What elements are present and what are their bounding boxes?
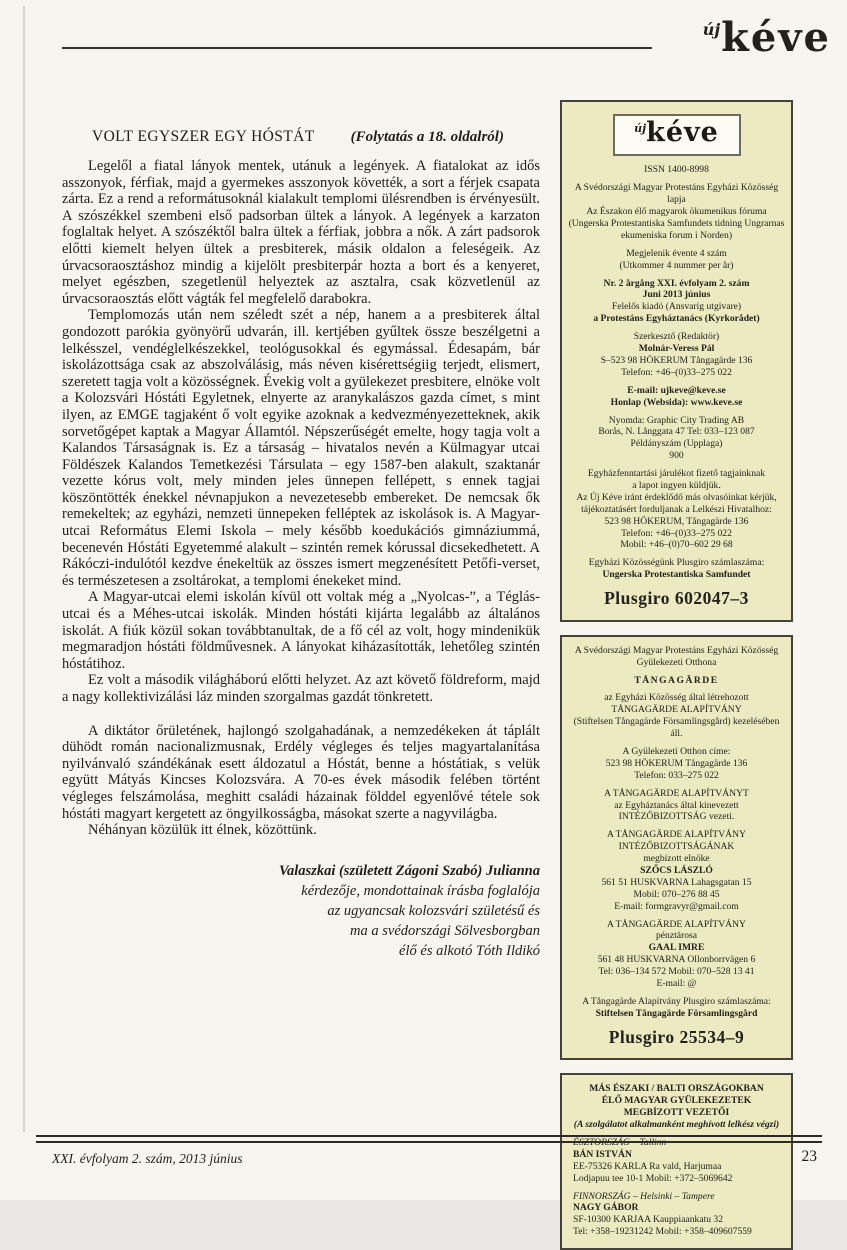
article-paragraph: Legelől a fiatal lányok mentek, utánuk a legények. A fiatalokat az idős asszonyok, férfiak, majd a gyermekes asszonyok követték, a sort a férjek csapata zárta. Ez a rend a reformátusoknál kialakult templomi ülésrendben is érvényesült. A szószékkel szembeni első padsorban ültek a lányok. A legények a karzaton foglaltak helyet. A szószéktől balra ültek a férfiak, jobbra a nők. A zárt padsorok előtti kiemelt helyen ültek a presbiterek, másik oldalon a feleségeik. Az úrvacsoraosztáshoz mindig a kijelölt presbiterpár hozta a bort és a kenyeret, melyet egészben, szegetlenül helyeztek az asztalra, csak közvetlenül az úrvacsoraosztás előtt vágták fel megfelelő darabokra. xyxy=(62,158,540,307)
info-line: SF-10300 KARJAA Kauppiaankatu 32 xyxy=(573,1214,724,1226)
info-line: pénztárosa xyxy=(655,930,698,942)
article-paragraph: A Magyar-utcai elemi iskolán kívül ott voltak még a „Nyolcas-”, a Téglás-utcai és a Méhes-utcai iskolák. Minden hóstáti kijárta legalább az általános iskolát. A fiúk közül sokan továbbtanultak, de a fő cél az volt, hogy mindenikük megmaradjon hóstáti földművesnek. A lányokat kiházasították, lehetőleg szintén hóstátihoz. xyxy=(62,589,540,672)
info-line: Mobil: +46–(0)70–602 29 68 xyxy=(620,539,733,551)
keve-logo-prefix: új xyxy=(634,122,647,135)
info-line: A Tångagärde Alapítvány Plusgiro számlaszáma: xyxy=(582,995,771,1007)
info-line: tájékoztatásért forduljanak a Lelkészi Hivatalhoz: xyxy=(581,503,772,515)
info-line: E-mail: ujkeve@keve.se xyxy=(627,384,726,396)
masthead-logo-text: kéve xyxy=(721,14,831,61)
info-line: (Ungerska Protestantiska Samfundets tidning Ungrarnas xyxy=(568,218,785,230)
tangagarde-box xyxy=(560,635,793,1061)
info-line: Lodjapuu tee 10-1 Mobil: +372–5069642 xyxy=(573,1172,733,1184)
info-line: E-mail: formgravyr@gmail.com xyxy=(614,900,739,912)
info-line: Megjelenik évente 4 szám xyxy=(626,247,727,259)
info-line: A TÅNGAGÄRDE ALAPÍTVÁNY xyxy=(607,918,746,930)
info-line: Honlap (Websida): www.keve.se xyxy=(610,396,743,408)
info-line: Gyülekezeti Otthona xyxy=(636,656,717,668)
info-line: Egyházfenntartási járulékot fizető tagjainknak xyxy=(587,468,766,480)
signature-line: az ugyancsak kolozsvári születésű és xyxy=(327,902,540,919)
article-title: VOLT EGYSZER EGY HÓSTÁT xyxy=(92,128,315,145)
info-line: Tel: +358–19231242 Mobil: +358–409607559 xyxy=(573,1226,752,1238)
info-line: EE-75326 KARLA Ra vald, Harjumaa xyxy=(573,1160,722,1172)
info-line: 561 48 HUSKVARNA Ollonborrvägen 6 xyxy=(597,954,756,966)
info-line: (Utkommer 4 nummer per år) xyxy=(619,259,734,271)
info-line: Telefon: 033–275 022 xyxy=(634,769,719,781)
info-line: ÉLŐ MAGYAR GYÜLEKEZETEK xyxy=(601,1095,752,1107)
footer-rule xyxy=(36,1135,822,1143)
info-line: az Egyháztanács által kinevezett xyxy=(614,799,739,811)
info-line: A Svédországi Magyar Protestáns Egyházi Közösség xyxy=(574,644,779,656)
info-line: A TÅNGAGÄRDE ALAPÍTVÁNYT xyxy=(604,787,749,799)
info-line: Nr. 2 årgång XXI. évfolyam 2. szám xyxy=(603,277,750,289)
info-line: A TÅNGAGÄRDE ALAPÍTVÁNY xyxy=(607,829,746,841)
info-line: Borås, N. Långgata 47 Tel: 033–123 087 xyxy=(598,426,755,438)
info-line: Telefon: +46–(0)33–275 022 xyxy=(621,366,732,378)
info-line: INTÉZŐBIZOTTSÁG vezeti. xyxy=(618,811,735,823)
keve-logo-text: kéve xyxy=(646,117,719,148)
info-line: Az Északon élő magyarok ökumenikus fóruma xyxy=(586,206,767,218)
info-line: A Svédországi Magyar Protestáns Egyházi Közösség lapja xyxy=(574,182,779,206)
info-line: E-mail: @ xyxy=(656,978,697,990)
article-body xyxy=(62,158,540,839)
info-line: S–523 98 HÖKERUM Tångagärde 136 xyxy=(600,354,753,366)
info-line: (Stiftelsen Tångagärde Församlingsgård) kezelésében áll. xyxy=(573,716,780,740)
info-line: NAGY GÁBOR xyxy=(573,1202,639,1214)
info-line: Ungerska Protestantiska Samfundet xyxy=(602,569,751,581)
info-line: 523 98 HÖKERUM, Tångagärde 136 xyxy=(604,515,749,527)
footer-page-number: 23 xyxy=(801,1148,817,1165)
article-continuation-note: (Folytatás a 18. oldalról) xyxy=(350,129,504,145)
footer-issue-info: XXI. évfolyam 2. szám, 2013 június xyxy=(52,1151,243,1166)
info-line: (A szolgálatot alkalmanként meghívott lelkész végzi) xyxy=(573,1119,780,1131)
info-line: 561 51 HUSKVARNA Lahagsgatan 15 xyxy=(601,876,752,888)
article-paragraph: Ez volt a második világháború előtti helyzet. Az azt követő földreform, majd a nagy kollektivizálási láz minden szorgalmas gazdát tönkretett. xyxy=(62,672,540,705)
info-line: GAAL IMRE xyxy=(648,942,705,954)
info-line: Nyomda: Graphic City Trading AB xyxy=(608,414,745,426)
info-line: ekumeniska forum i Norden) xyxy=(620,229,733,241)
info-line: FINNORSZÁG – Helsinki – Tampere xyxy=(573,1190,715,1202)
info-line: Plusgiro 602047–3 xyxy=(604,588,749,609)
info-line: Telefon: +46–(0)33–275 022 xyxy=(621,527,732,539)
sidebar xyxy=(560,100,793,1250)
article-paragraph: A diktátor őrületének, hajlongó szolgahadának, a nemzedékeken át táplált dühödt román nacionalizmusnak, Erdély végleges és teljes magyartalanítása nyilvánvaló szándékának esett áldozatul a Hóstát, benne a hóstátiak, s velük együtt Mátyás Kincses Kolozsvára. A 70-es évek második felében történt végleges felszámolása, meghitt családi házainak földdel egyenlővé tétele sok hóstáti magyart kergetett az öngyilkosságba, másokat szerte a nagyvilágba. xyxy=(62,722,540,822)
info-line: Molnár-Veress Pál xyxy=(638,343,715,355)
info-line: Mobil: 070–276 88 45 xyxy=(633,888,720,900)
signature-line: kérdezője, mondottainak írásba foglalója xyxy=(301,882,540,899)
article-paragraph: Templomozás után nem széledt szét a nép, hanem a a presbiterek által gondozott parókia gyönyörű udvarán, ill. kertjében gyűltek össze beszélgetni a lelkésszel, vendéglelkészekkel, teológusokkal és egymással. Édesapám, bár iskolázottsága csak az abszolválásig, más néven kisérettségiig terjedt, elismert, szeretett tagja volt a közösségnek. Évekig volt a gyülekezet presbitere, elnöke volt a Kolozsvári Hóstáti Egyletnek, elnyerte az aranykalászos gazda címet, s mint ilyen, az EMGE tagjaként ő volt egyike azoknak a kedvezményezetteknek, akik sorvetőgépet kaptak a Magyar Államtól. Népszerűségét emelte, hogy tagja volt a Kalandos Társaságnak is. Ez a társaság – hivatalos nevén a Külmagyar utcai Földészek Kalandos Temetkezési Társulata – egy 1587-ben alakult, szaktanár vezette kórus volt, mely minden jeles ünnepen fellépett, s ennek tagjai köszöntötték énekkel névnapjukon a nevezetesebb embereket. De nemcsak ők remekeltek; az egyházi, nemzeti ünnepeken felléptek az iskolások is. A Magyar-utcai Református Elemi Iskola – mely később koedukációs gimnáziummá, becenevén Hóstáti Egyetemmé alakult – szintén remek kórussal dicsekedhetett. A Rákóczi-indulótól kezdve énekeltük az összes ismert megzenésített Petőfi-verset, és természetesen a zsoltárokat, a templomi énekeket mind. xyxy=(62,307,540,589)
info-line: a Protestáns Egyháztanács (Kyrkorådet) xyxy=(593,313,760,325)
info-line: az Egyházi Közösség által létrehozott xyxy=(604,692,749,704)
info-line: SZŐCS LÁSZLÓ xyxy=(640,865,713,877)
info-line: MEGBÍZOTT VEZETŐI xyxy=(623,1107,730,1119)
info-line: Szerkesztő (Redaktör) xyxy=(633,331,720,343)
info-line: Felelős kiadó (Ansvarig utgivare) xyxy=(611,301,742,313)
info-line: MÁS ÉSZAKI / BALTI ORSZÁGOKBAN xyxy=(589,1083,764,1095)
info-line: Juni 2013 június xyxy=(642,289,711,301)
nordic-congregations-lines xyxy=(568,1083,785,1238)
page-edge-shadow xyxy=(23,6,25,1132)
info-line: 900 xyxy=(669,450,684,462)
masthead-info-box xyxy=(560,100,793,622)
signature-line: élő és alkotó Tóth Ildikó xyxy=(399,942,540,959)
tangagarde-lines xyxy=(568,645,785,1049)
info-line: A Gyülekezeti Otthon címe: xyxy=(622,746,731,757)
info-line: ÉSZTORSZÁG – Tallinn xyxy=(573,1136,667,1148)
signature-line: Valaszkai (született Zágoni Szabó) Julianna xyxy=(278,862,540,879)
info-line: megbízott elnöke xyxy=(643,853,710,865)
nordic-congregations-box xyxy=(560,1073,793,1250)
info-line: Plusgiro 25534–9 xyxy=(608,1026,745,1047)
masthead-info-lines xyxy=(568,164,785,609)
info-line: TÅNGAGÄRDE xyxy=(634,674,719,686)
header-rule xyxy=(62,47,652,49)
article-header xyxy=(92,128,540,146)
info-line: BÁN ISTVÁN xyxy=(573,1148,632,1160)
signature-line: ma a svédországi Sölvesborgban xyxy=(350,922,540,939)
info-line: TÅNGAGÄRDE ALAPÍTVÁNY xyxy=(611,704,742,716)
info-line: ISSN 1400-8998 xyxy=(644,164,709,176)
info-line: Az Új Kéve iránt érdeklődő más olvasóinkat kérjük, xyxy=(576,491,777,503)
article-paragraph: Néhányan közülük itt élnek, közöttünk. xyxy=(88,822,317,839)
info-line: a lapot ingyen küldjük. xyxy=(632,479,721,491)
masthead-logo xyxy=(703,14,831,61)
info-line: Stiftelsen Tångagärde Församlingsgård xyxy=(595,1007,758,1019)
info-line: INTÉZŐBIZOTTSÁGÁNAK xyxy=(618,841,735,853)
info-line: Egyházi Közösségünk Plusgiro számlaszáma: xyxy=(588,557,765,569)
info-line: Tel: 036–134 572 Mobil: 070–528 13 41 xyxy=(598,966,755,978)
masthead-logo-prefix: új xyxy=(702,20,721,39)
info-line: 523 98 HÖKERUM Tångagärde 136 xyxy=(605,757,748,769)
article-signature xyxy=(62,861,540,961)
info-line: Példányszám (Upplaga) xyxy=(630,438,723,450)
keve-logo-box xyxy=(613,114,741,156)
article xyxy=(62,128,540,961)
